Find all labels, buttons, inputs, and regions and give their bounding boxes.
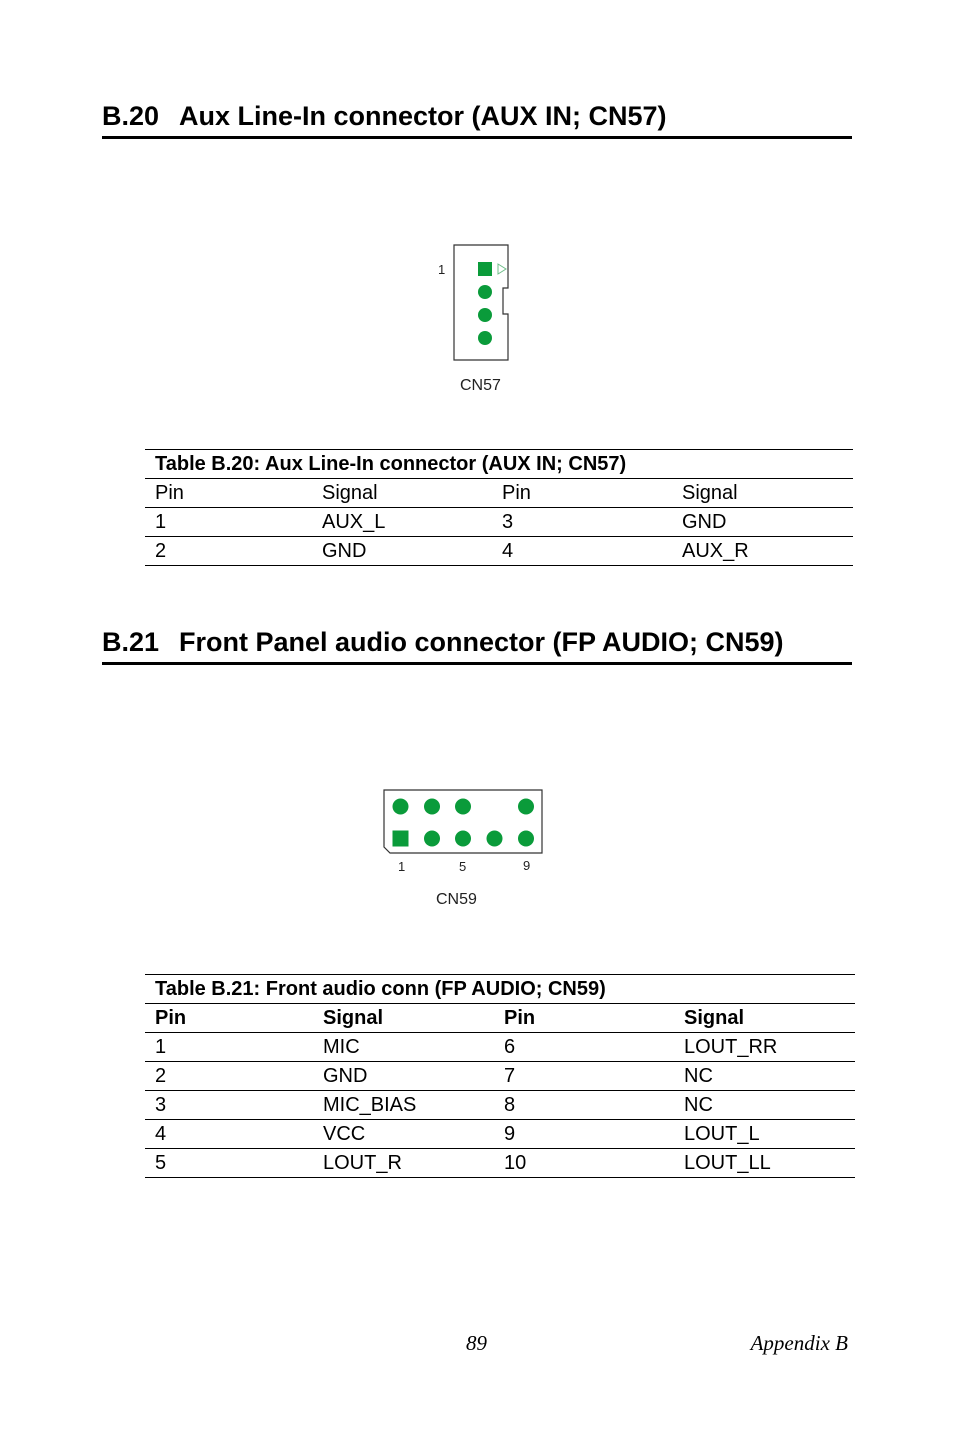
section-number: B.20 [102,101,160,131]
table-cell: GND [313,1062,494,1091]
header-signal: Signal [312,479,492,508]
header-pin: Pin [145,479,312,508]
table-cell: 1 [145,508,312,537]
header-signal: Signal [674,1004,855,1033]
section-number: B.21 [102,627,160,657]
table-cell: 9 [494,1120,674,1149]
table-b20 [145,449,853,566]
section-b20-heading [102,100,852,139]
cn59-pin-9 [518,831,534,847]
table-cell: GND [672,508,853,537]
table-cell: 6 [494,1033,674,1062]
table-row [145,1091,855,1120]
table-cell: GND [312,537,492,566]
cn59-pin-10 [518,799,534,815]
table-cell: 7 [494,1062,674,1091]
cn59-pin-4 [424,799,440,815]
table-row [145,508,853,537]
table-cell: VCC [313,1120,494,1149]
header-pin: Pin [494,1004,674,1033]
cn59-pin-1-square [393,831,409,847]
section-title: Front Panel audio connector (FP AUDIO; CN59) [179,627,784,657]
cn59-pin-label-5: 5 [459,859,467,874]
table-cell: 2 [145,1062,313,1091]
header-signal: Signal [672,479,853,508]
table-row [145,1120,855,1149]
table-b21 [145,974,855,1178]
header-signal: Signal [313,1004,494,1033]
table-cell: 1 [145,1033,313,1062]
cn57-pin-4 [478,331,492,345]
cn57-pin-2 [478,285,492,299]
table-header-row [145,479,853,508]
table-header-row [145,1004,855,1033]
table-cell: 5 [145,1149,313,1178]
cn59-pin-7 [487,831,503,847]
page-number: 89 [466,1331,487,1355]
table-row [145,537,853,566]
cn59-connector-diagram [380,786,550,908]
table-cell: 3 [145,1091,313,1120]
appendix-label: Appendix B [750,1331,848,1355]
table-cell: 4 [145,1120,313,1149]
table-cell: 3 [492,508,672,537]
cn59-connector-outline [380,786,550,866]
table-cell: MIC [313,1033,494,1062]
table-row [145,1149,855,1178]
cn57-connector-diagram [430,240,520,394]
cn57-figure-caption: CN57 [460,377,501,394]
cn59-pin-label-9: 9 [523,858,531,873]
table-row [145,1033,855,1062]
table-cell: AUX_L [312,508,492,537]
table-cell: 4 [492,537,672,566]
cn57-pin-1-label: 1 [438,262,446,277]
table-cell: 8 [494,1091,674,1120]
table-cell: LOUT_L [674,1120,855,1149]
table-row [145,1062,855,1091]
cn59-figure-caption: CN59 [436,891,477,908]
table-cell: AUX_R [672,537,853,566]
table-cell: NC [674,1091,855,1120]
table-cell: LOUT_LL [674,1149,855,1178]
table-b20-caption: Table B.20: Aux Line-In connector (AUX IN; CN57) [145,449,853,479]
table-cell: 2 [145,537,312,566]
table-cell: MIC_BIAS [313,1091,494,1120]
cn59-pin-3 [424,831,440,847]
table-cell: 10 [494,1149,674,1178]
header-pin: Pin [492,479,672,508]
cn59-pin-5 [455,831,471,847]
cn57-pin-3 [478,308,492,322]
cn59-pin-label-1: 1 [398,859,406,874]
table-cell: LOUT_RR [674,1033,855,1062]
table-cell: LOUT_R [313,1149,494,1178]
header-pin: Pin [145,1004,313,1033]
section-title: Aux Line-In connector (AUX IN; CN57) [179,101,667,131]
table-cell: NC [674,1062,855,1091]
cn59-pin-6 [455,799,471,815]
cn59-pin-2 [393,799,409,815]
section-b21-heading [102,626,852,665]
cn57-connector-outline [430,240,520,370]
table-b21-caption: Table B.21: Front audio conn (FP AUDIO; CN59) [145,974,855,1004]
cn57-pin-1-square [478,262,492,276]
